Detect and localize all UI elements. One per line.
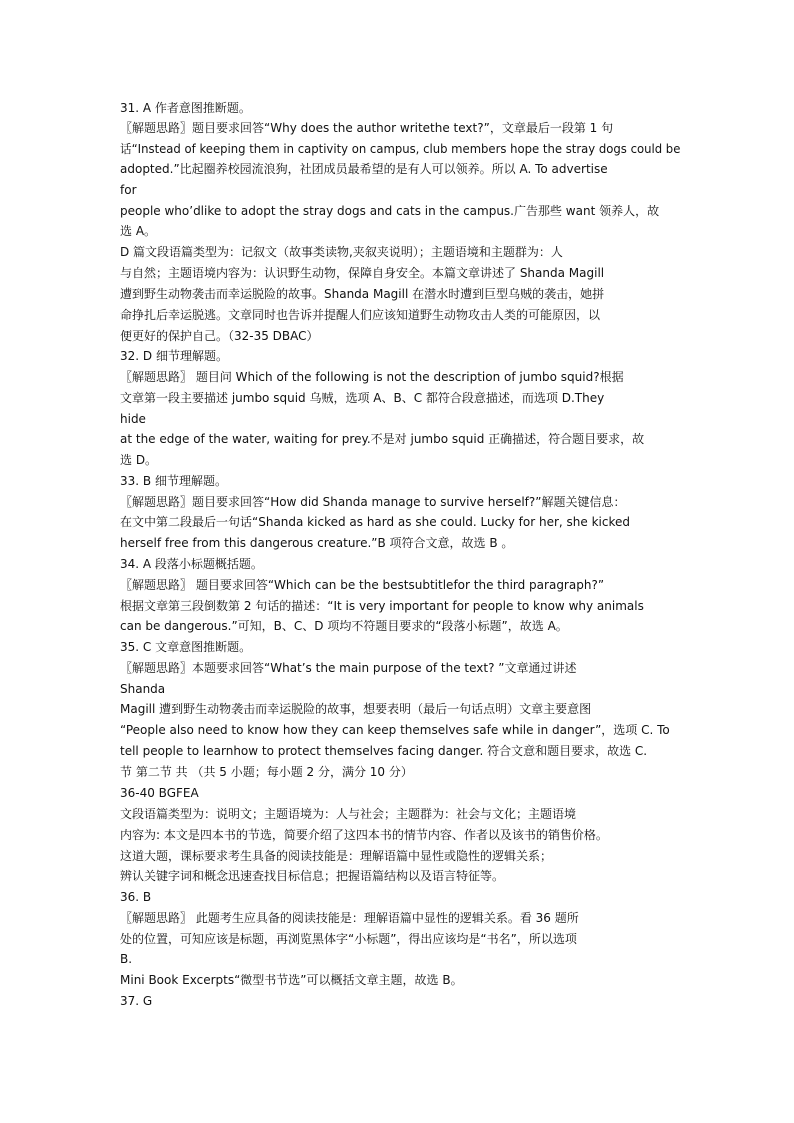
text-line: B. — [120, 952, 133, 966]
text-line: 36. B — [120, 890, 152, 904]
text-line: D 篇文段语篇类型为：记叙文（故事类读物,夹叙夹说明）；主题语境和主题群为：人 — [120, 245, 563, 259]
text-line: 内容为: 本文是四本书的节选，简要介绍了这四本书的情节内容、作者以及该书的销售价格。 — [120, 828, 608, 842]
text-line: 与自然；主题语境内容为：认识野生动物，保障自身安全。本篇文章讲述了 Shanda Magill — [120, 266, 605, 280]
text-line: hide — [120, 412, 146, 426]
text-line: 32. D 细节理解题。 — [120, 349, 228, 363]
text-line: 文章第一段主要描述 jumbo squid 乌贼，选项 A、B、C 都符合段意描述，而选项 D.They — [120, 391, 605, 405]
text-line: 根据文章第三段倒数第 2 句话的描述：“It is very important for people to know why animals — [120, 599, 644, 613]
text-line: 〖解题思路〗 题目要求回答“Which can be the bestsubtitlefor the third paragraph?” — [120, 578, 605, 592]
text-line: 节 第二节 共 （共 5 小题；每小题 2 分，满分 10 分） — [120, 765, 413, 779]
text-line: Mini Book Excerpts“微型书节选”可以概括文章主题，故选 B。 — [120, 973, 463, 987]
text-line: 34. A 段落小标题概括题。 — [120, 557, 263, 571]
text-line: 〖解题思路〗本题要求回答“What’s the main purpose of the text? ”文章通过讲述 — [120, 661, 577, 675]
text-line: 辨认关键字词和概念迅速查找目标信息；把握语篇结构以及语言特征等。 — [120, 869, 505, 883]
text-line: 选 D。 — [120, 453, 158, 467]
text-line: 文段语篇类型为：说明文；主题语境为：人与社会；主题群为：社会与文化；主题语境 — [120, 807, 577, 821]
text-line: 36-40 BGFEA — [120, 786, 199, 800]
text-line: at the edge of the water, waiting for prey.不是对 jumbo squid 正确描述，符合题目要求，故 — [120, 432, 645, 446]
text-line: 〖解题思路〗 此题考生应具备的阅读技能是：理解语篇中显性的逻辑关系。看 36 题所 — [120, 911, 579, 925]
text-line: 37. G — [120, 994, 153, 1008]
text-line: 33. B 细节理解题。 — [120, 474, 227, 488]
text-line: tell people to learnhow to protect themselves facing danger. 符合文意和题目要求，故选 C. — [120, 744, 648, 758]
text-line: 处的位置，可知应该是标题，再浏览黑体字“小标题”，得出应该均是“书名”，所以选项 — [120, 932, 577, 946]
text-line: Shanda — [120, 682, 166, 696]
text-line: 便更好的保护自己。（32-35 DBAC） — [120, 329, 319, 343]
text-line: 遭到野生动物袭击而幸运脱险的故事。Shanda Magill 在潜水时遭到巨型乌贼的袭击，她拼 — [120, 287, 605, 301]
text-line: 〖解题思路〗题目要求回答“How did Shanda manage to survive herself?”解题关键信息： — [120, 495, 626, 509]
text-line: 在文中第二段最后一句话“Shanda kicked as hard as she could. Lucky for her, she kicked — [120, 515, 630, 529]
text-line: 命挣扎后幸运脱逃。文章同时也告诉并提醒人们应该知道野生动物攻击人类的可能原因，以 — [120, 308, 601, 322]
text-line: “People also need to know how they can keep themselves safe while in danger”，选项 C. To — [120, 723, 670, 737]
text-line: people who’dlike to adopt the stray dogs and cats in the campus.广告那些 want 领养人，故 — [120, 204, 660, 218]
text-line: Magill 遭到野生动物袭击而幸运脱险的故事，想要表明（最后一句话点明）文章主要意图 — [120, 702, 592, 716]
text-line: can be dangerous.”可知，B、C、D 项均不符题目要求的“段落小标题”，故选 A。 — [120, 619, 568, 633]
text-line: adopted.”比起圈养校园流浪狗，社团成员最希望的是有人可以领养。所以 A. To advertise — [120, 162, 608, 176]
text-line: for — [120, 183, 137, 197]
text-line: 选 A。 — [120, 224, 157, 238]
text-line: herself free from this dangerous creature.”B 项符合文意，故选 B 。 — [120, 536, 514, 550]
text-line: 话“Instead of keeping them in captivity on campus, club members hope the stray dogs could be — [120, 142, 680, 156]
text-line: 〖解题思路〗题目要求回答“Why does the author writethe text?”，文章最后一段第 1 句 — [120, 121, 614, 135]
text-line: 31. A 作者意图推断题。 — [120, 101, 251, 115]
text-line: 35. C 文章意图推断题。 — [120, 640, 252, 654]
text-line: 这道大题，课标要求考生具备的阅读技能是：理解语篇中显性或隐性的逻辑关系； — [120, 849, 553, 863]
text-line: 〖解题思路〗 题目问 Which of the following is not the description of jumbo squid?根据 — [120, 370, 624, 384]
